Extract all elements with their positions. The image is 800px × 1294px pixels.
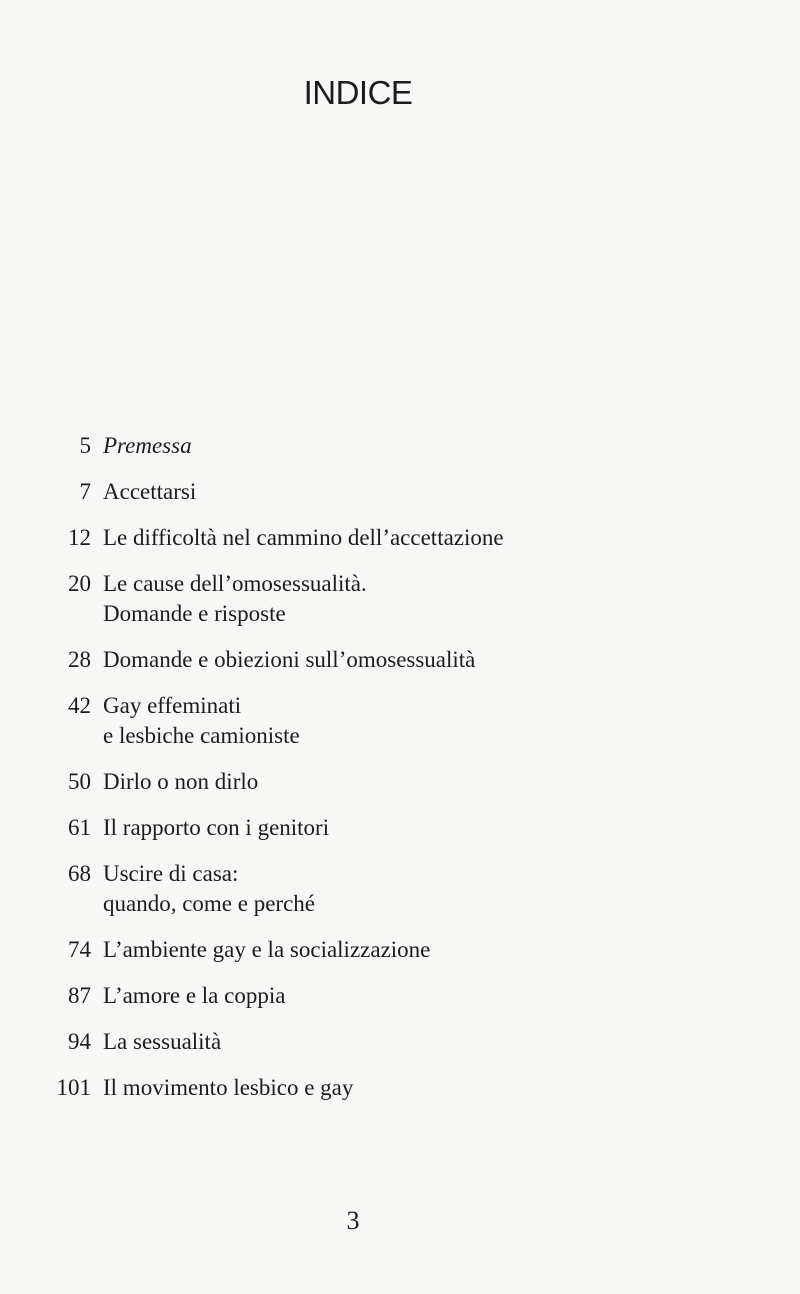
toc-page-number: 7 [79,479,91,504]
toc-chapter-title-line: Il rapporto con i genitori [103,815,330,840]
toc-chapter-title [103,1073,760,1103]
toc-chapter-title [103,935,760,965]
toc-page-number: 74 [68,937,91,962]
toc-entry [0,767,760,797]
page-number: 3 [346,1206,360,1235]
toc-entry [0,859,760,919]
page-title: INDICE [303,74,413,111]
toc-chapter-title-line: La sessualità [103,1029,222,1054]
toc-entry [0,477,760,507]
toc-page-number: 50 [68,769,91,794]
toc-entry [0,1027,760,1057]
toc-page-number: 42 [68,693,91,718]
toc-chapter-title [103,431,760,461]
toc-page-number: 61 [68,815,91,840]
toc-entry [0,935,760,965]
toc-chapter-title-line: Le difficoltà nel cammino dell’accettazione [103,525,504,550]
toc-page-number: 68 [68,861,91,886]
toc-chapter-title-line: Uscire di casa: [103,861,239,886]
toc-chapter-title [103,477,760,507]
toc-chapter-title-line: Domande e risposte [103,601,286,626]
toc-entry [0,813,760,843]
toc-entry [0,431,760,461]
toc-page-number: 12 [68,525,91,550]
toc-chapter-title [103,645,760,675]
toc-chapter-title-line: Domande e obiezioni sull’omosessualità [103,647,476,672]
toc-entry [0,981,760,1011]
toc-page-number: 28 [68,647,91,672]
toc-entry [0,691,760,751]
toc-chapter-title-line: Dirlo o non dirlo [103,769,259,794]
toc-entry [0,1073,760,1103]
toc-chapter-title-line: e lesbiche camioniste [103,723,300,748]
toc-chapter-title-line: Accettarsi [103,479,197,504]
toc-entry [0,569,760,629]
toc-page-number: 87 [68,983,91,1008]
table-of-contents [0,431,760,1119]
toc-chapter-title [103,813,760,843]
toc-page-number: 94 [68,1029,91,1054]
toc-chapter-title [103,767,760,797]
toc-chapter-title [103,523,760,553]
toc-chapter-title [103,569,760,629]
toc-entry [0,645,760,675]
toc-chapter-title-line: Il movimento lesbico e gay [103,1075,354,1100]
toc-chapter-title [103,691,760,751]
toc-chapter-title-line: L’ambiente gay e la socializzazione [103,937,431,962]
toc-chapter-title [103,981,760,1011]
toc-chapter-title-line: Premessa [103,433,192,458]
toc-chapter-title-line: quando, come e perché [103,891,316,916]
toc-chapter-title-line: Gay effeminati [103,693,242,718]
toc-chapter-title-line: L’amore e la coppia [103,983,286,1008]
toc-page-number: 5 [79,433,91,458]
toc-chapter-title [103,1027,760,1057]
toc-entry [0,523,760,553]
toc-chapter-title [103,859,760,919]
toc-page-number: 101 [56,1075,91,1100]
toc-chapter-title-line: Le cause dell’omosessualità. [103,571,367,596]
toc-page-number: 20 [68,571,91,596]
